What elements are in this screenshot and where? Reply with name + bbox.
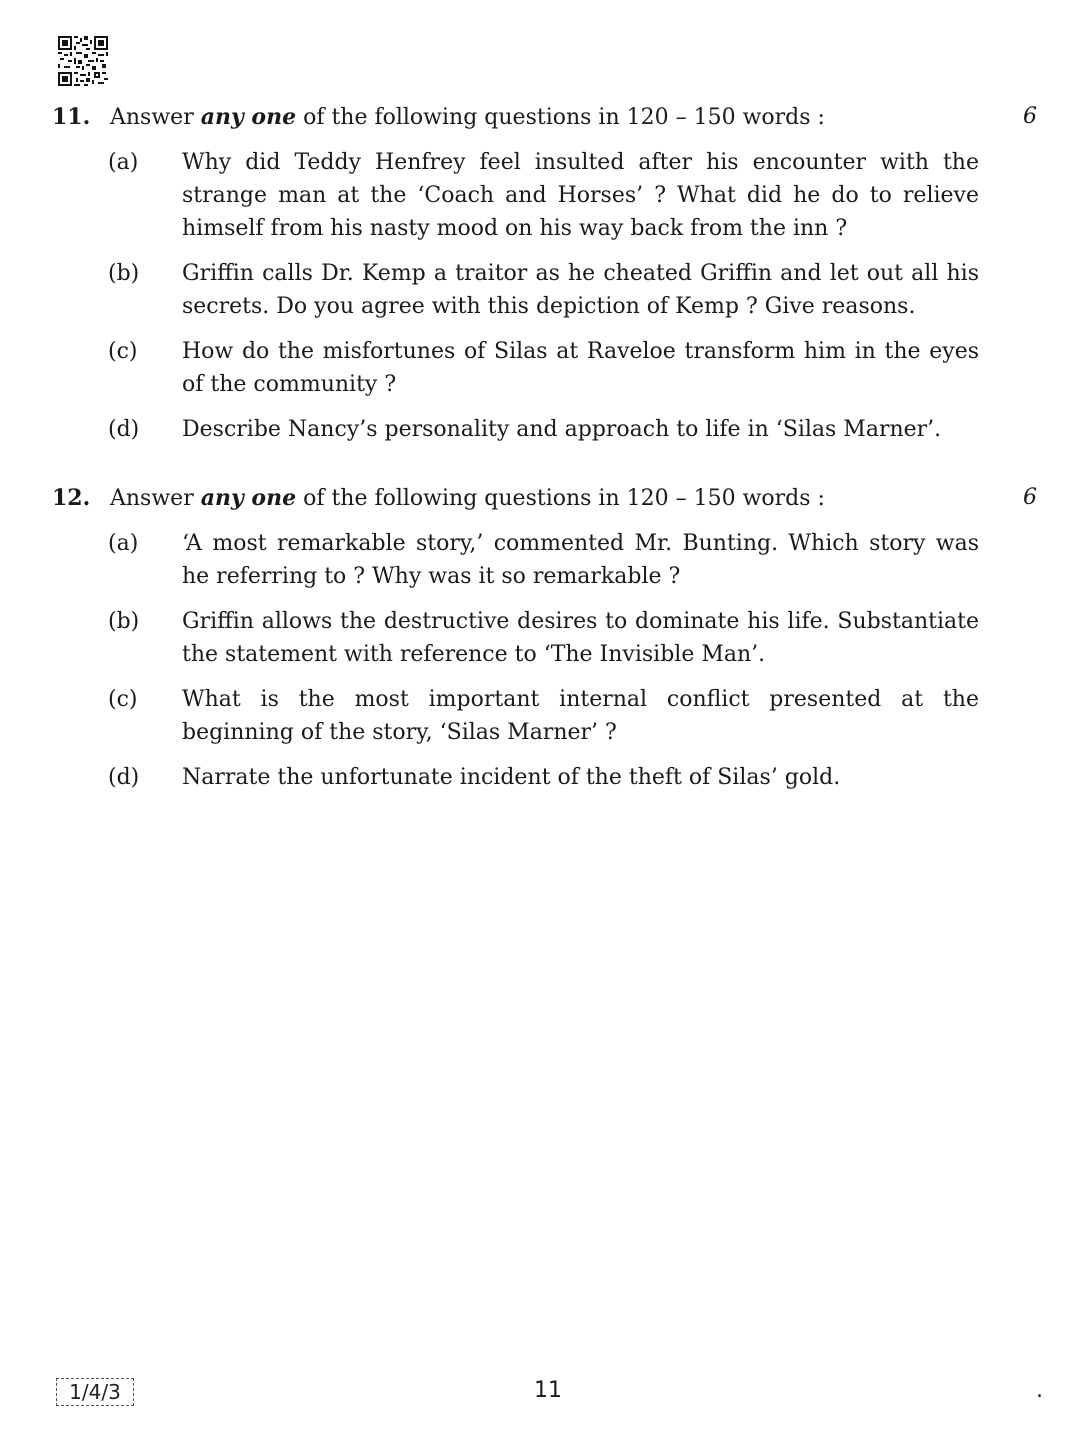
instruction-prefix: Answer — [110, 105, 201, 130]
qr-code-icon — [58, 36, 108, 86]
options-list — [52, 146, 1037, 446]
option-label: (a) — [108, 150, 139, 175]
option-d — [52, 413, 1037, 446]
options-list — [52, 527, 1037, 794]
footer-mark: . — [1036, 1378, 1043, 1403]
question-number: 12. — [52, 485, 91, 511]
instruction-emphasis: any one — [200, 485, 297, 511]
instruction-prefix: Answer — [110, 486, 201, 511]
instruction-emphasis: any one — [200, 104, 297, 130]
option-text: Why did Teddy Henfrey feel insulted after his encounter with the strange man at the ‘Coach and Horses’ ? What did he do to relieve himself from his nasty mood on his way back from the inn ? — [182, 150, 979, 241]
option-label: (b) — [108, 261, 140, 286]
question-12 — [52, 481, 1037, 806]
option-d — [52, 761, 1037, 794]
question-instruction — [110, 100, 825, 135]
option-label: (d) — [108, 417, 140, 442]
paper-code: 1/4/3 — [56, 1378, 134, 1406]
instruction-suffix: of the following questions in 120 – 150 words : — [296, 486, 825, 511]
page-number: 11 — [534, 1378, 562, 1403]
option-label: (b) — [108, 609, 140, 634]
question-header — [52, 100, 1037, 134]
question-header — [52, 481, 1037, 515]
question-11 — [52, 100, 1037, 458]
instruction-suffix: of the following questions in 120 – 150 words : — [296, 105, 825, 130]
option-text: ‘A most remarkable story,’ commented Mr. Bunting. Which story was he referring to ? Why was it so remarkable ? — [182, 531, 979, 589]
option-label: (a) — [108, 531, 139, 556]
option-c — [52, 335, 1037, 401]
option-text: How do the misfortunes of Silas at Raveloe transform him in the eyes of the community ? — [182, 339, 979, 397]
option-b — [52, 605, 1037, 671]
question-instruction — [110, 481, 825, 516]
option-a — [52, 146, 1037, 245]
option-text: Narrate the unfortunate incident of the theft of Silas’ gold. — [182, 765, 841, 790]
option-b — [52, 257, 1037, 323]
option-text: Griffin calls Dr. Kemp a traitor as he cheated Griffin and let out all his secrets. Do you agree with this depiction of Kemp ? Give reasons. — [182, 261, 979, 319]
question-marks: 6 — [1023, 485, 1037, 510]
question-marks: 6 — [1023, 104, 1037, 129]
option-text: Describe Nancy’s personality and approach to life in ‘Silas Marner’. — [182, 417, 942, 442]
option-label: (c) — [108, 687, 138, 712]
option-text: Griffin allows the destructive desires to dominate his life. Substantiate the statement with reference to ‘The Invisible Man’. — [182, 609, 979, 667]
option-label: (c) — [108, 339, 138, 364]
question-number: 11. — [52, 104, 91, 130]
option-a — [52, 527, 1037, 593]
option-text: What is the most important internal conflict presented at the beginning of the story, ‘Silas Marner’ ? — [182, 687, 979, 745]
option-label: (d) — [108, 765, 140, 790]
option-c — [52, 683, 1037, 749]
